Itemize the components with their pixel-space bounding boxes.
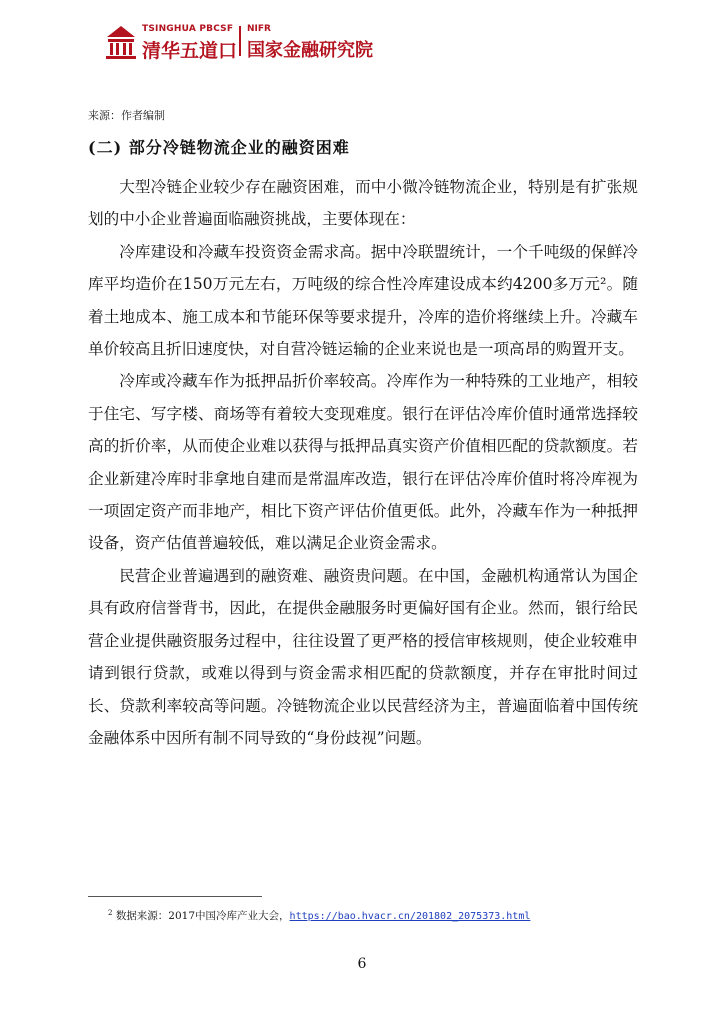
header-divider <box>239 26 241 56</box>
footnote-marker: 2 <box>108 909 113 917</box>
paragraph: 冷库建设和冷藏车投资资金需求高。据中冷联盟统计，一个千吨级的保鲜冷库平均造价在150万元左右，万吨级的综合性冷库建设成本约4200多万元²。随着土地成本、施工成本和节能环保等要求提升，冷库的造价将继续上升。冷藏车单价较高且折旧速度快，对自营冷链运输的企业来说也是一项高昂的购置开支。 <box>88 242 638 359</box>
footnote-divider <box>88 896 262 897</box>
institute-chinese: 国家金融研究院 <box>247 40 373 61</box>
page-number: 6 <box>357 956 367 972</box>
body-text <box>88 171 638 754</box>
tsinghua-gate-logo-icon <box>104 24 138 60</box>
brand-english: TSINGHUA PBCSF <box>142 24 234 34</box>
footnote-link[interactable]: https://bao.hvacr.cn/201802_2075373.html <box>289 911 531 922</box>
section-heading: (二) 部分冷链物流企业的融资困难 <box>88 138 350 157</box>
brand-chinese: 清华五道口 <box>142 40 238 62</box>
report-header <box>104 24 404 64</box>
paragraph: 大型冷链企业较少存在融资困难，而中小微冷链物流企业，特别是有扩张规划的中小企业普遍面临融资挑战，主要体现在： <box>88 178 638 229</box>
table-source-note: 来源：作者编制 <box>88 109 165 122</box>
footnote-text: 数据来源：2017中国冷库产业大会， <box>115 910 290 922</box>
paragraph: 民营企业普遍遇到的融资难、融资贵问题。在中国，金融机构通常认为国企具有政府信誉背书，因此，在提供金融服务时更偏好国有企业。然而，银行给民营企业提供融资服务过程中，往往设置了更严格的授信审核规则，使企业较难申请到银行贷款，或难以得到与资金需求相匹配的贷款额度，并存在审批时间过长、贷款利率较高等问题。冷链物流企业以民营经济为主，普遍面临着中国传统金融体系中因所有制不同导致的“身份歧视”问题。 <box>88 566 638 747</box>
institute-english: NIFR <box>247 24 271 34</box>
footnote <box>108 908 530 923</box>
paragraph: 冷库或冷藏车作为抵押品折价率较高。冷库作为一种特殊的工业地产，相较于住宅、写字楼、商场等有着较大变现难度。银行在评估冷库价值时通常选择较高的折价率，从而使企业难以获得与抵押品真实资产价值相匹配的贷款额度。若企业新建冷库时非拿地自建而是常温库改造，银行在评估冷库价值时将冷库视为一项固定资产而非地产，相比下资产评估价值更低。此外，冷藏车作为一种抵押设备，资产估值普遍较低，难以满足企业资金需求。 <box>88 372 638 553</box>
